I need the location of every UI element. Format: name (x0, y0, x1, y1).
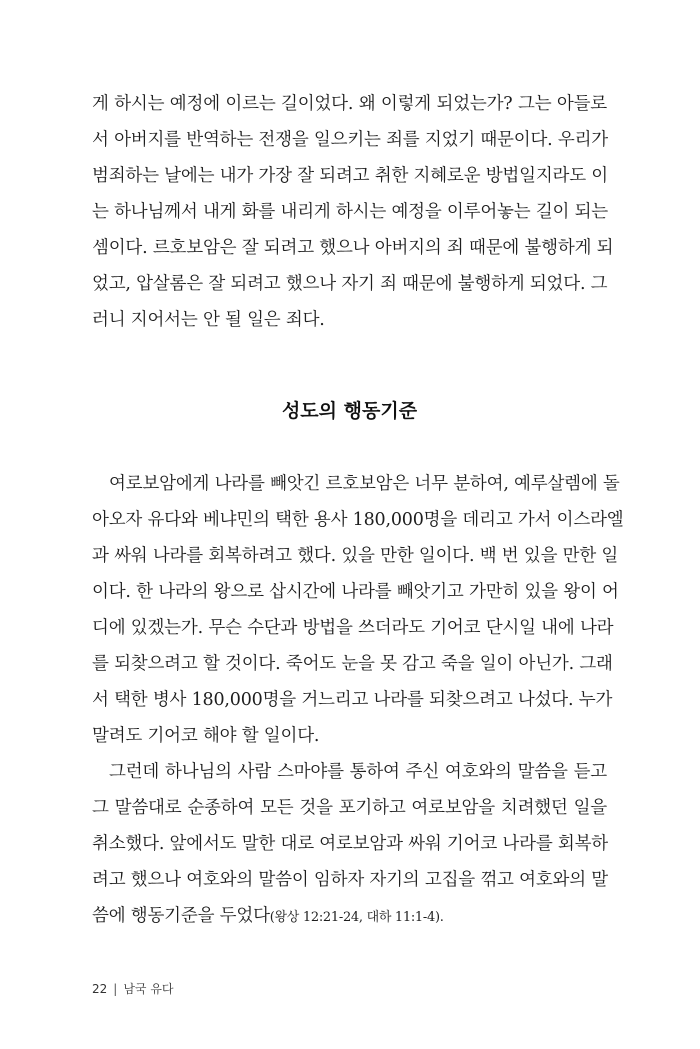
text-line: 취소했다. 앞에서도 말한 대로 여로보암과 싸워 기어코 나라를 회복하 (92, 834, 609, 854)
text-line: 려고 했으나 여호와의 말씀이 임하자 자기의 고집을 꺾고 여호와의 말 (92, 870, 609, 890)
text-line: 그 말씀대로 순종하여 모든 것을 포기하고 여로보암을 치려했던 일을 (92, 798, 607, 818)
page-number: 22 (92, 982, 108, 996)
text-line: 과 싸워 나라를 회복하려고 했다. 있을 만한 일이다. 백 번 있을 만한 일 (92, 546, 619, 566)
page-footer (92, 980, 174, 997)
section-heading: 성도의 행동기준 (281, 400, 418, 422)
text-line: 디에 있겠는가. 무슨 수단과 방법을 쓰더라도 기어코 단시일 내에 나라 (92, 618, 614, 638)
text-line: 었고, 압살롬은 잘 되려고 했으나 자기 죄 때문에 불행하게 되었다. 그 (92, 274, 608, 294)
text-line: 를 되찾으려고 할 것이다. 죽어도 눈을 못 감고 죽을 일이 아닌가. 그래 (92, 654, 613, 674)
text-line: 이다. 한 나라의 왕으로 삽시간에 나라를 빼앗기고 가만히 있을 왕이 어 (92, 582, 619, 602)
section-body (92, 466, 624, 934)
text-line: 여로보암에게 나라를 빼앗긴 르호보암은 너무 분하여, 예루살렘에 돌 (109, 474, 620, 494)
text-line: 셈이다. 르호보암은 잘 되려고 했으나 아버지의 죄 때문에 불행하게 되 (92, 238, 614, 258)
text-line: 서 택한 병사 180,000명을 거느리고 나라를 되찾으려고 나섰다. 누가 (92, 690, 613, 710)
footer-separator: | (113, 982, 118, 996)
text-line-last (92, 898, 607, 934)
text-line: 아오자 유다와 베냐민의 택한 용사 180,000명을 데리고 가서 이스라엘 (92, 510, 624, 530)
scripture-citation: (왕상 12:21-24, 대하 11:1-4). (269, 910, 444, 925)
text-line: 러니 지어서는 안 될 일은 죄다. (92, 310, 325, 330)
text-line: 는 하나님께서 내게 화를 내리게 하시는 예정을 이루어놓는 길이 되는 (92, 202, 609, 222)
text-line: 말려도 기어코 해야 할 일이다. (92, 726, 320, 746)
text-fragment: 씀에 행동기준을 두었다 (92, 906, 270, 926)
paragraph-continued (92, 86, 614, 338)
text-line: 게 하시는 예정에 이르는 길이었다. 왜 이렇게 되었는가? 그는 아들로 (92, 94, 607, 114)
running-title: 남국 유다 (123, 982, 174, 996)
text-line: 범죄하는 날에는 내가 가장 잘 되려고 취한 지혜로운 방법일지라도 이 (92, 166, 609, 186)
text-line: 서 아버지를 반역하는 전쟁을 일으키는 죄를 지었기 때문이다. 우리가 (92, 130, 609, 150)
text-line: 그런데 하나님의 사람 스마야를 통하여 주신 여호와의 말씀을 듣고 (109, 762, 607, 782)
